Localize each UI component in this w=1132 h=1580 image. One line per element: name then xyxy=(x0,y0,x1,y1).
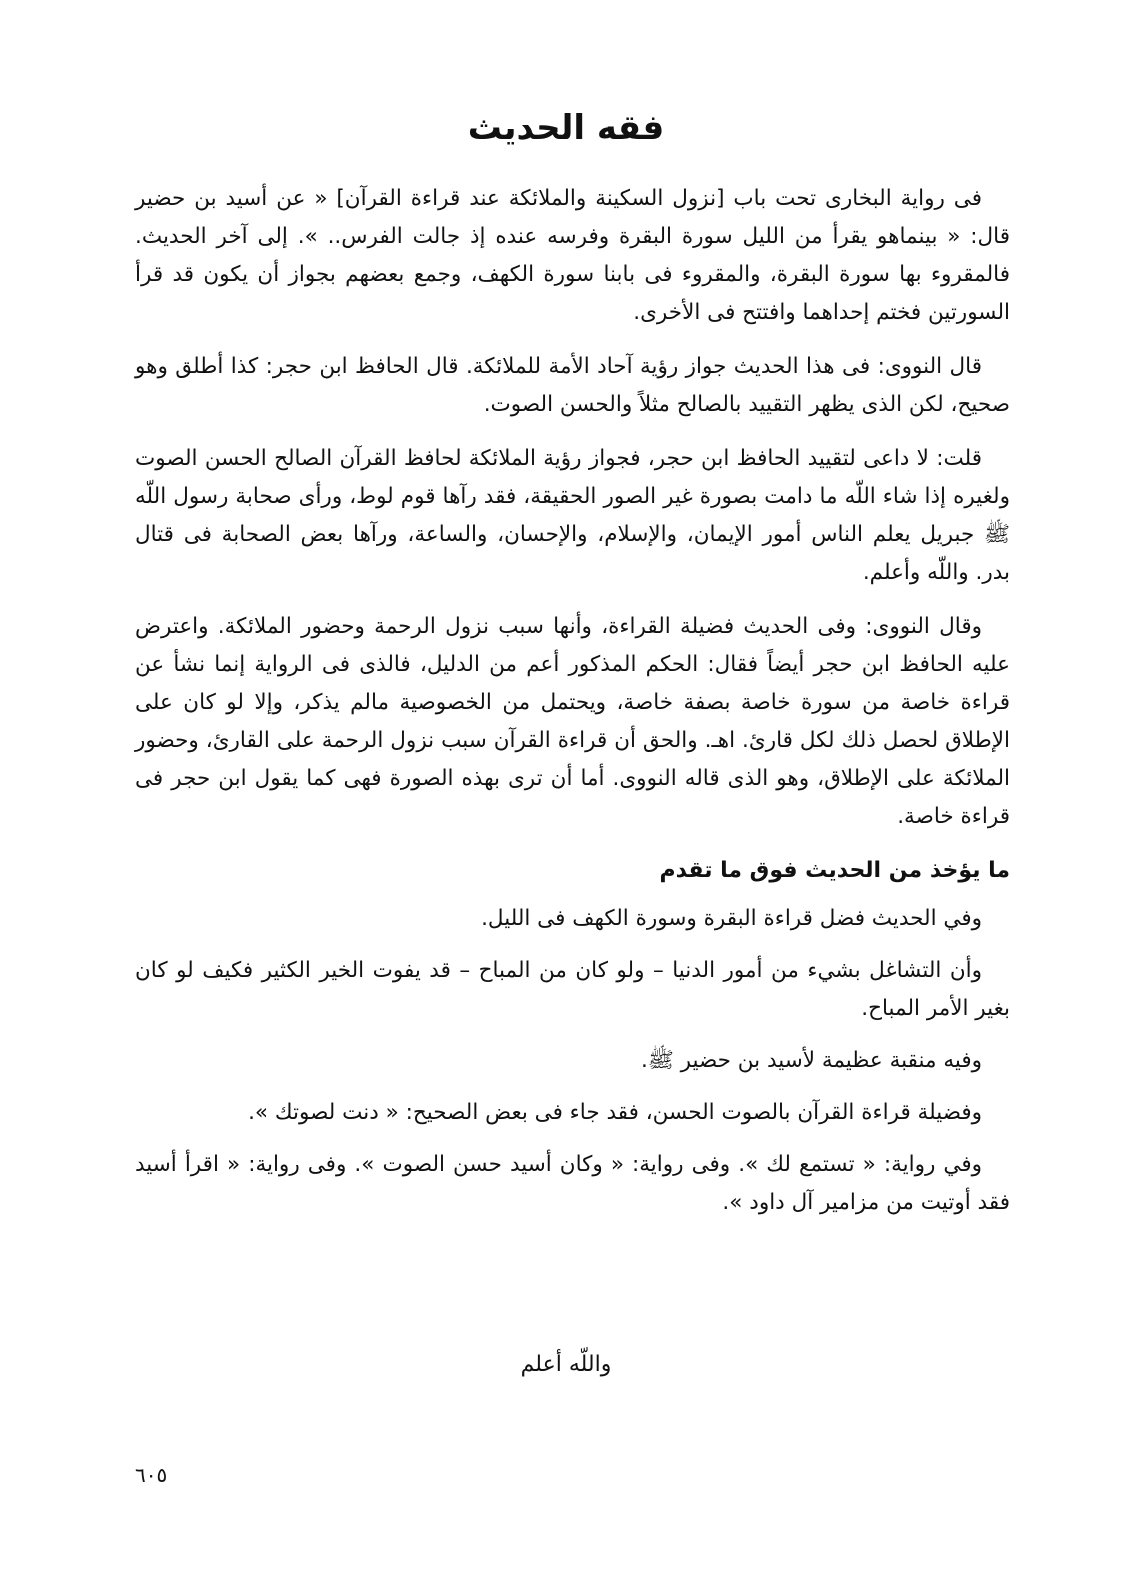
body-text xyxy=(135,180,1010,1236)
paragraph: قلت: لا داعى لتقييد الحافظ ابن حجر، فجواز رؤية الملائكة لحافظ القرآن الصالح الحسن الصوت ولغيره إذا شاء اللّه ما دامت بصورة غير الصور الحقيقة، فقد رآها قوم لوط، ورأى صحابة رسول اللّه ﷺ جبريل يعلم الناس أمور الإيمان، والإسلام، والإحسان، والساعة، ورآها بعض الصحابة فى قتال بدر. واللّه وأعلم. xyxy=(135,446,1010,585)
page-number: ٦٠٥ xyxy=(135,1463,168,1487)
paragraph: وقال النووى: وفى الحديث فضيلة القراءة، وأنها سبب نزول الرحمة وحضور الملائكة. واعترض عليه الحافظ ابن حجر أيضاً فقال: الحكم المذكور أعم من الدليل، فالذى فى الرواية إنما نشأ عن قراءة خاصة من سورة خاصة بصفة خاصة، ويحتمل من الخصوصية مالم يذكر، وإلا لو كان على الإطلاق لحصل ذلك لكل قارئ. اهـ. والحق أن قراءة القرآن سبب نزول الرحمة على القارئ، وحضور الملائكة على الإطلاق، وهو الذى قاله النووى. أما أن ترى بهذه الصورة فهى كما يقول ابن حجر فى قراءة خاصة. xyxy=(135,614,1010,829)
point-paragraph: وفي رواية: « تستمع لك ». وفى رواية: « وكان أسيد حسن الصوت ». وفى رواية: « اقرأ أسيد فقد أوتيت من مزامير آل داود ». xyxy=(135,1152,1010,1215)
point-paragraph: وفيه منقبة عظيمة لأسيد بن حضير ﷺ. xyxy=(641,1048,982,1073)
point-paragraph: وأن التشاغل بشيء من أمور الدنيا – ولو كان من المباح – قد يفوت الخير الكثير فكيف لو كان بغير الأمر المباح. xyxy=(135,958,1010,1021)
point-paragraph: وفي الحديث فضل قراءة البقرة وسورة الكهف فى الليل. xyxy=(481,906,982,931)
paragraph: قال النووى: فى هذا الحديث جواز رؤية آحاد الأمة للملائكة. قال الحافظ ابن حجر: كذا أطلق وهو صحيح، لكن الذى يظهر التقييد بالصالح مثلاً والحسن الصوت. xyxy=(135,354,1010,417)
section-heading: ما يؤخذ من الحديث فوق ما تقدم xyxy=(659,858,1010,883)
paragraph: فى رواية البخارى تحت باب [نزول السكينة والملائكة عند قراءة القرآن] « عن أسيد بن حضير قال: « بينماهو يقرأ من الليل سورة البقرة وفرسه عنده إذ جالت الفرس.. ». إلى آخر الحديث. فالمقروء بها سورة البقرة، والمقروء فى بابنا سورة الكهف، وجمع بعضهم بجواز أن يكون قد قرأ السورتين فختم إحداهما وافتتح فى الأخرى. xyxy=(135,186,1010,325)
closing-phrase: واللّه أعلم xyxy=(520,1352,612,1377)
page-title: فقه الحديث xyxy=(467,108,665,148)
point-paragraph: وفضيلة قراءة القرآن بالصوت الحسن، فقد جاء فى بعض الصحيح: « دنت لصوتك ». xyxy=(248,1100,982,1125)
